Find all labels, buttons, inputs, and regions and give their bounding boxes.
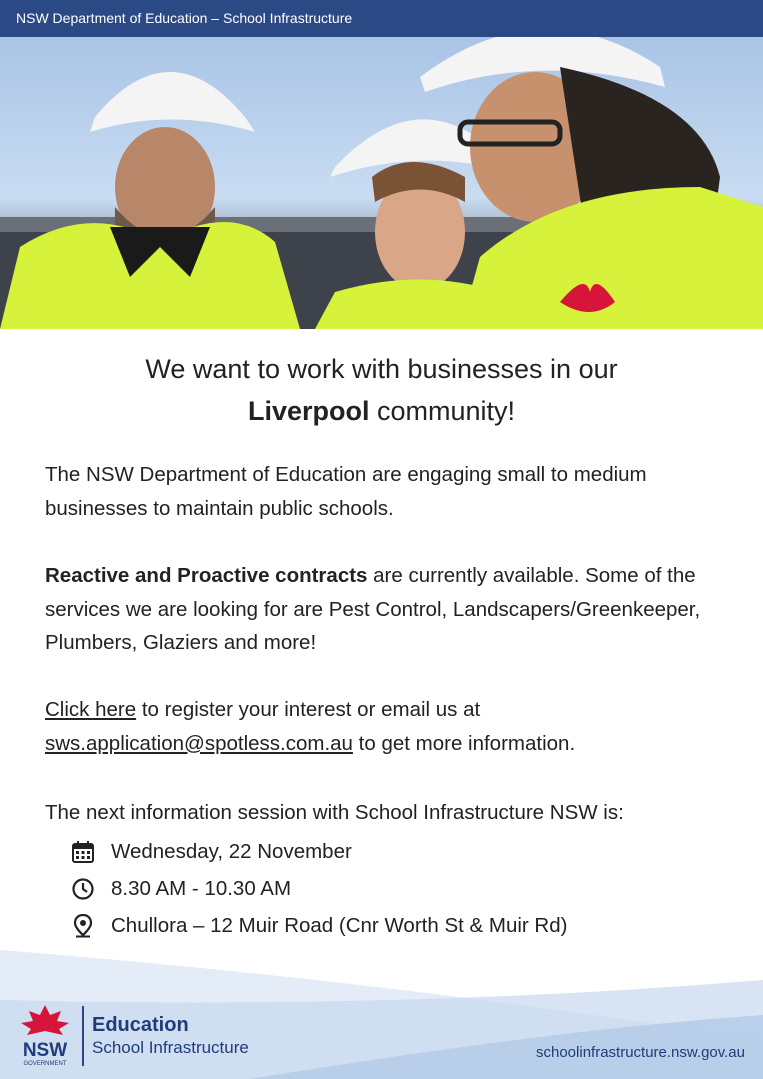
click-here-link[interactable]: Click here	[45, 698, 137, 721]
register-paragraph	[45, 693, 735, 760]
register-end: to get more information.	[352, 731, 576, 755]
location-pin-icon	[70, 913, 96, 939]
header-title: NSW Department of Education – School Infrastructure	[16, 10, 353, 26]
logo-education: Education	[92, 1013, 189, 1036]
waratah-icon	[17, 1003, 73, 1037]
logo-text	[92, 1013, 249, 1059]
headline-rest: community!	[369, 396, 516, 426]
session-date: Wednesday, 22 November	[111, 839, 352, 863]
clock-icon	[70, 876, 96, 902]
contracts-bold: Reactive and Proactive contracts	[45, 564, 368, 587]
email-link[interactable]: sws.application@spotless.com.au	[45, 731, 353, 755]
session-time-row	[70, 870, 690, 907]
footer-url[interactable]: schoolinfrastructure.nsw.gov.au	[536, 1044, 745, 1061]
session-details	[70, 833, 690, 944]
session-intro: The next information session with School Infrastructure NSW is:	[45, 801, 624, 824]
logo-divider	[82, 1006, 84, 1066]
workers-illustration	[0, 37, 763, 329]
headline-bold: Liverpool	[247, 396, 370, 426]
register-mid: to register your interest or email us at	[136, 698, 481, 721]
session-time: 8.30 AM - 10.30 AM	[111, 876, 292, 900]
nsw-education-logo	[16, 1003, 249, 1068]
logo-school-infrastructure: School Infrastructure	[92, 1037, 249, 1057]
header-bar	[0, 0, 763, 37]
headline	[0, 348, 763, 432]
session-date-row	[70, 833, 690, 870]
nsw-wordmark: NSW	[22, 1040, 68, 1061]
calendar-icon	[70, 839, 96, 865]
intro-paragraph: The NSW Department of Education are engaging small to medium businesses to maintain public schools.	[45, 463, 647, 520]
headline-line1: We want to work with businesses in our	[145, 354, 618, 384]
contracts-rest: are currently available. Some of the services we are looking for are Pest Control, Landscapers/Greenkeeper, Plumbers, Glaziers and more!	[45, 564, 701, 654]
nsw-waratah-mark	[16, 1003, 74, 1068]
session-location-row	[70, 907, 690, 944]
hero-photo	[0, 37, 763, 329]
headline-line2	[0, 390, 763, 432]
contracts-paragraph	[45, 559, 735, 660]
session-location: Chullora – 12 Muir Road (Cnr Worth St & Muir Rd)	[111, 913, 568, 937]
nsw-government-label: GOVERNMENT	[23, 1061, 67, 1067]
